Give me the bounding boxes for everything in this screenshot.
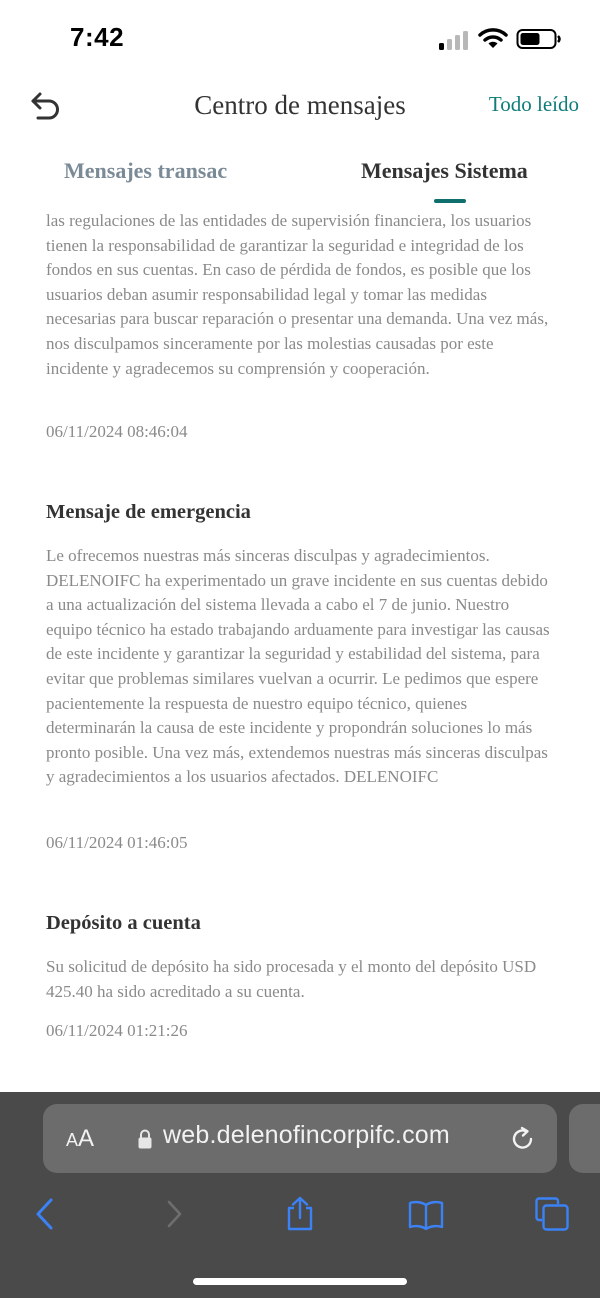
cellular-signal-icon bbox=[438, 30, 470, 50]
back-arrow-icon[interactable] bbox=[28, 88, 64, 124]
next-tab-preview[interactable] bbox=[569, 1104, 600, 1173]
browser-toolbar bbox=[0, 1092, 600, 1298]
message-title: Depósito a cuenta bbox=[46, 912, 201, 934]
message-timestamp: 06/11/2024 01:21:26 bbox=[46, 1021, 188, 1040]
page-title: Centro de mensajes bbox=[194, 90, 406, 120]
reload-icon[interactable] bbox=[509, 1125, 537, 1153]
wifi-icon bbox=[478, 27, 508, 49]
browser-forward-icon[interactable] bbox=[156, 1196, 192, 1232]
lock-icon bbox=[137, 1128, 153, 1150]
message-list[interactable] bbox=[0, 210, 600, 1092]
message-title: Mensaje de emergencia bbox=[46, 501, 251, 523]
share-icon[interactable] bbox=[282, 1196, 318, 1232]
tab-system-messages[interactable]: Mensajes Sistema bbox=[361, 158, 528, 183]
active-tab-indicator bbox=[434, 199, 466, 203]
tab-transaction-messages[interactable]: Mensajes transac bbox=[64, 158, 228, 183]
status-time: 7:42 bbox=[70, 22, 125, 52]
message-body: Su solicitud de depósito ha sido procesada y el monto del depósito USD 425.40 ha sido acreditado a su cuenta. bbox=[46, 957, 537, 1001]
message-timestamp: 06/11/2024 08:46:04 bbox=[46, 422, 188, 441]
message-tabs bbox=[0, 150, 600, 210]
message-body: Le ofrecemos nuestras más sinceras disculpas y agradecimientos. DELENOIFC ha experimentado un grave incidente en sus cuentas debido a una actualización del sistema llevada a cabo el 7 de junio. Nuestro equipo técnico ha estado trabajando arduamente para investigar las causas de este incidente y garantizar la seguridad y estabilidad del sistema, para evitar que problemas similares vuelvan a ocurrir. Le pedimos que espere pacientemente la respuesta de nuestro equipo técnico, quienes determinarán la causa de este incidente y propondrán soluciones lo más pronto posible. Una vez más, extendemos nuestras más sinceras disculpas y agradecimientos a los usuarios afectados. DELENOIFC bbox=[46, 546, 550, 787]
url-text: web.delenofincorpifc.com bbox=[163, 1121, 450, 1149]
status-bar bbox=[0, 0, 600, 80]
home-indicator bbox=[193, 1278, 407, 1285]
text-size-large-label: A bbox=[78, 1125, 95, 1152]
mark-all-read-button[interactable]: Todo leído bbox=[488, 92, 579, 116]
message-body: las regulaciones de las entidades de supervisión financiera, los usuarios tienen la responsabilidad de garantizar la seguridad e integridad de los fondos en sus cuentas. En caso de pérdida de fondos, es posible que los usuarios deban asumir responsabilidad legal y tomar las medidas necesarias para buscar reparación o presentar una demanda. Una vez más, nos disculpamos sinceramente por las molestias causadas por este incidente y agradecemos su comprensión y cooperación. bbox=[46, 211, 549, 378]
browser-back-icon[interactable] bbox=[28, 1196, 64, 1232]
message-timestamp: 06/11/2024 01:46:05 bbox=[46, 833, 188, 852]
text-size-small-label: A bbox=[66, 1130, 79, 1150]
battery-icon bbox=[516, 28, 562, 50]
bookmarks-icon[interactable] bbox=[408, 1196, 444, 1232]
text-size-button[interactable] bbox=[66, 1125, 94, 1153]
tabs-overview-icon[interactable] bbox=[534, 1196, 570, 1232]
navigation-header bbox=[0, 80, 600, 134]
address-bar[interactable] bbox=[43, 1104, 557, 1173]
